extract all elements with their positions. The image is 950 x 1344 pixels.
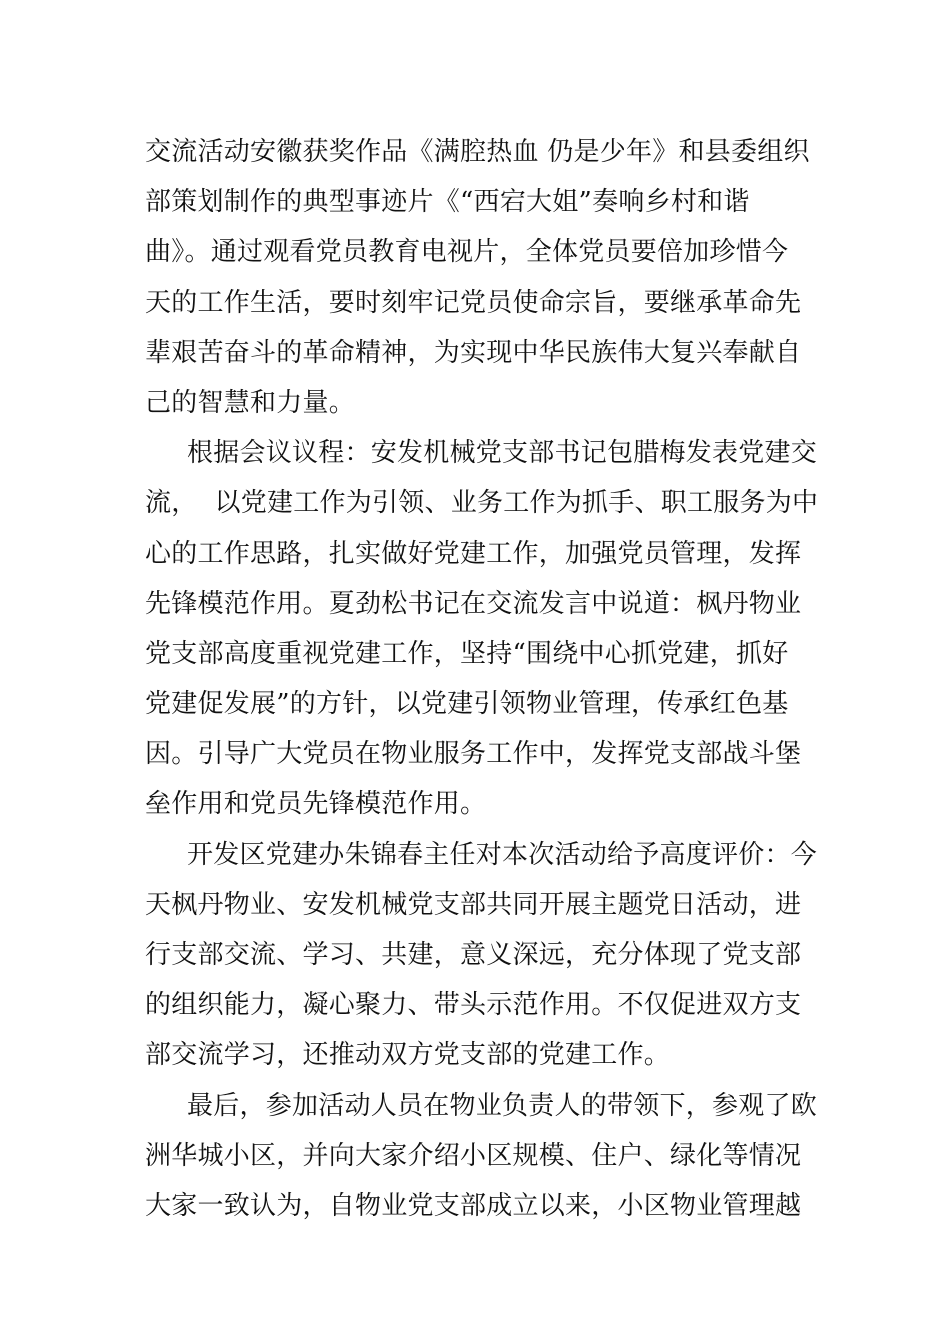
text-line: 天的工作生活，要时刻牢记党员使命宗旨，要继承革命先 xyxy=(145,287,802,318)
paragraph-2 xyxy=(145,428,819,830)
text-line-first: 开发区党建办朱锦春主任对本次活动给予高度评价：今 xyxy=(187,839,818,870)
paragraph-3 xyxy=(145,830,818,1081)
text-line: 流， 以党建工作为引领、业务工作为抓手、职工服务为中 xyxy=(145,488,819,519)
text-line-first: 最后，参加活动人员在物业负责人的带领下，参观了欧 xyxy=(187,1090,818,1121)
text-line: 己的智慧和力量。 xyxy=(145,387,356,418)
text-line: 党支部高度重视党建工作，坚持“围绕中心抓党建，抓好 xyxy=(145,638,789,669)
text-line: 辈艰苦奋斗的革命精神，为实现中华民族伟大复兴奉献自 xyxy=(145,337,802,368)
text-line: 部交流学习，还推动双方党支部的党建工作。 xyxy=(145,1040,671,1071)
text-line: 洲华城小区，并向大家介绍小区规模、住户、绿化等情况 xyxy=(145,1140,802,1171)
text-line: 部策划制作的典型事迹片《“西宕大姐”奏响乡村和谐 xyxy=(145,187,750,218)
text-line: 垒作用和党员先锋模范作用。 xyxy=(145,789,487,820)
text-line: 天枫丹物业、安发机械党支部共同开展主题党日活动，进 xyxy=(145,889,802,920)
text-line: 先锋模范作用。夏劲松书记在交流发言中说道：枫丹物业 xyxy=(145,588,802,619)
text-line: 党建促发展”的方针，以党建引领物业管理，传承红色基 xyxy=(145,689,789,720)
text-line: 行支部交流、学习、共建，意义深远，充分体现了党支部 xyxy=(145,940,802,970)
text-line: 的组织能力，凝心聚力、带头示范作用。不仅促进双方支 xyxy=(145,990,802,1021)
text-line-first: 根据会议议程：安发机械党支部书记包腊梅发表党建交 xyxy=(187,438,818,469)
paragraph-4 xyxy=(145,1081,818,1232)
paragraph-1 xyxy=(145,127,810,428)
document-body xyxy=(145,127,819,1231)
text-line: 因。引导广大党员在物业服务工作中，发挥党支部战斗堡 xyxy=(145,739,802,770)
text-line: 大家一致认为，自物业党支部成立以来，小区物业管理越 xyxy=(145,1190,802,1221)
text-line: 交流活动安徽获奖作品《满腔热血 仍是少年》和县委组织 xyxy=(145,137,810,167)
text-line: 心的工作思路，扎实做好党建工作，加强党员管理，发挥 xyxy=(145,538,802,569)
text-line: 曲》。通过观看党员教育电视片，全体党员要倍加珍惜今 xyxy=(145,237,789,268)
